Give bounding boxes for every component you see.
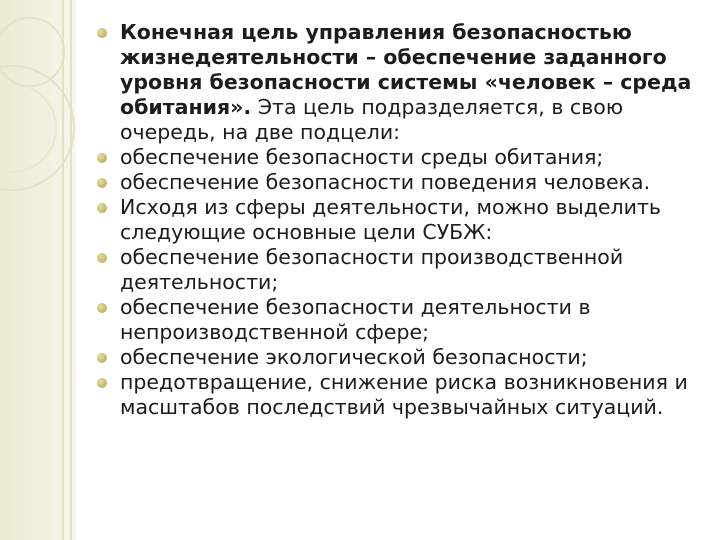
list-item [96,345,701,370]
bullet-list [96,20,701,420]
decor-circle [0,84,56,172]
list-item-text: Эта цель подразделяется, в свою очередь, на две подцели: [120,95,624,144]
bullet-icon [97,153,107,163]
decorative-circles [0,0,100,540]
list-item [96,370,701,420]
bullet-icon [97,178,107,188]
bullet-icon [97,203,107,213]
bullet-icon [97,303,107,313]
decor-circle [0,18,64,86]
list-item [96,295,701,345]
slide-content [96,20,701,420]
list-item-bold: Конечная цель управления безопасностью жизнедеятельности – обеспечение заданного уровня безопасности системы «человек – среда обитания». [120,20,692,119]
list-item [96,20,701,145]
list-item [96,145,701,170]
decorative-side-band [0,0,100,540]
bullet-icon [97,28,107,38]
bullet-icon [97,253,107,263]
list-item-text: обеспечение экологической безопасности; [120,345,588,369]
list-item-text: обеспечение безопасности деятельности в непроизводственной сфере; [120,295,591,344]
bullet-icon [97,353,107,363]
list-item-text: обеспечение безопасности поведения человека. [120,170,651,194]
bullet-icon [97,378,107,388]
list-item-text: обеспечение безопасности среды обитания; [120,145,604,169]
list-item [96,195,701,245]
list-item [96,245,701,295]
list-item [96,170,701,195]
list-item-text: обеспечение безопасности производственной деятельности; [120,245,624,294]
list-item-text: Исходя из сферы деятельности, можно выделить следующие основные цели СУБЖ: [120,195,661,244]
list-item-text: предотвращение, снижение риска возникновения и масштабов последствий чрезвычайных ситуаций. [120,370,688,419]
